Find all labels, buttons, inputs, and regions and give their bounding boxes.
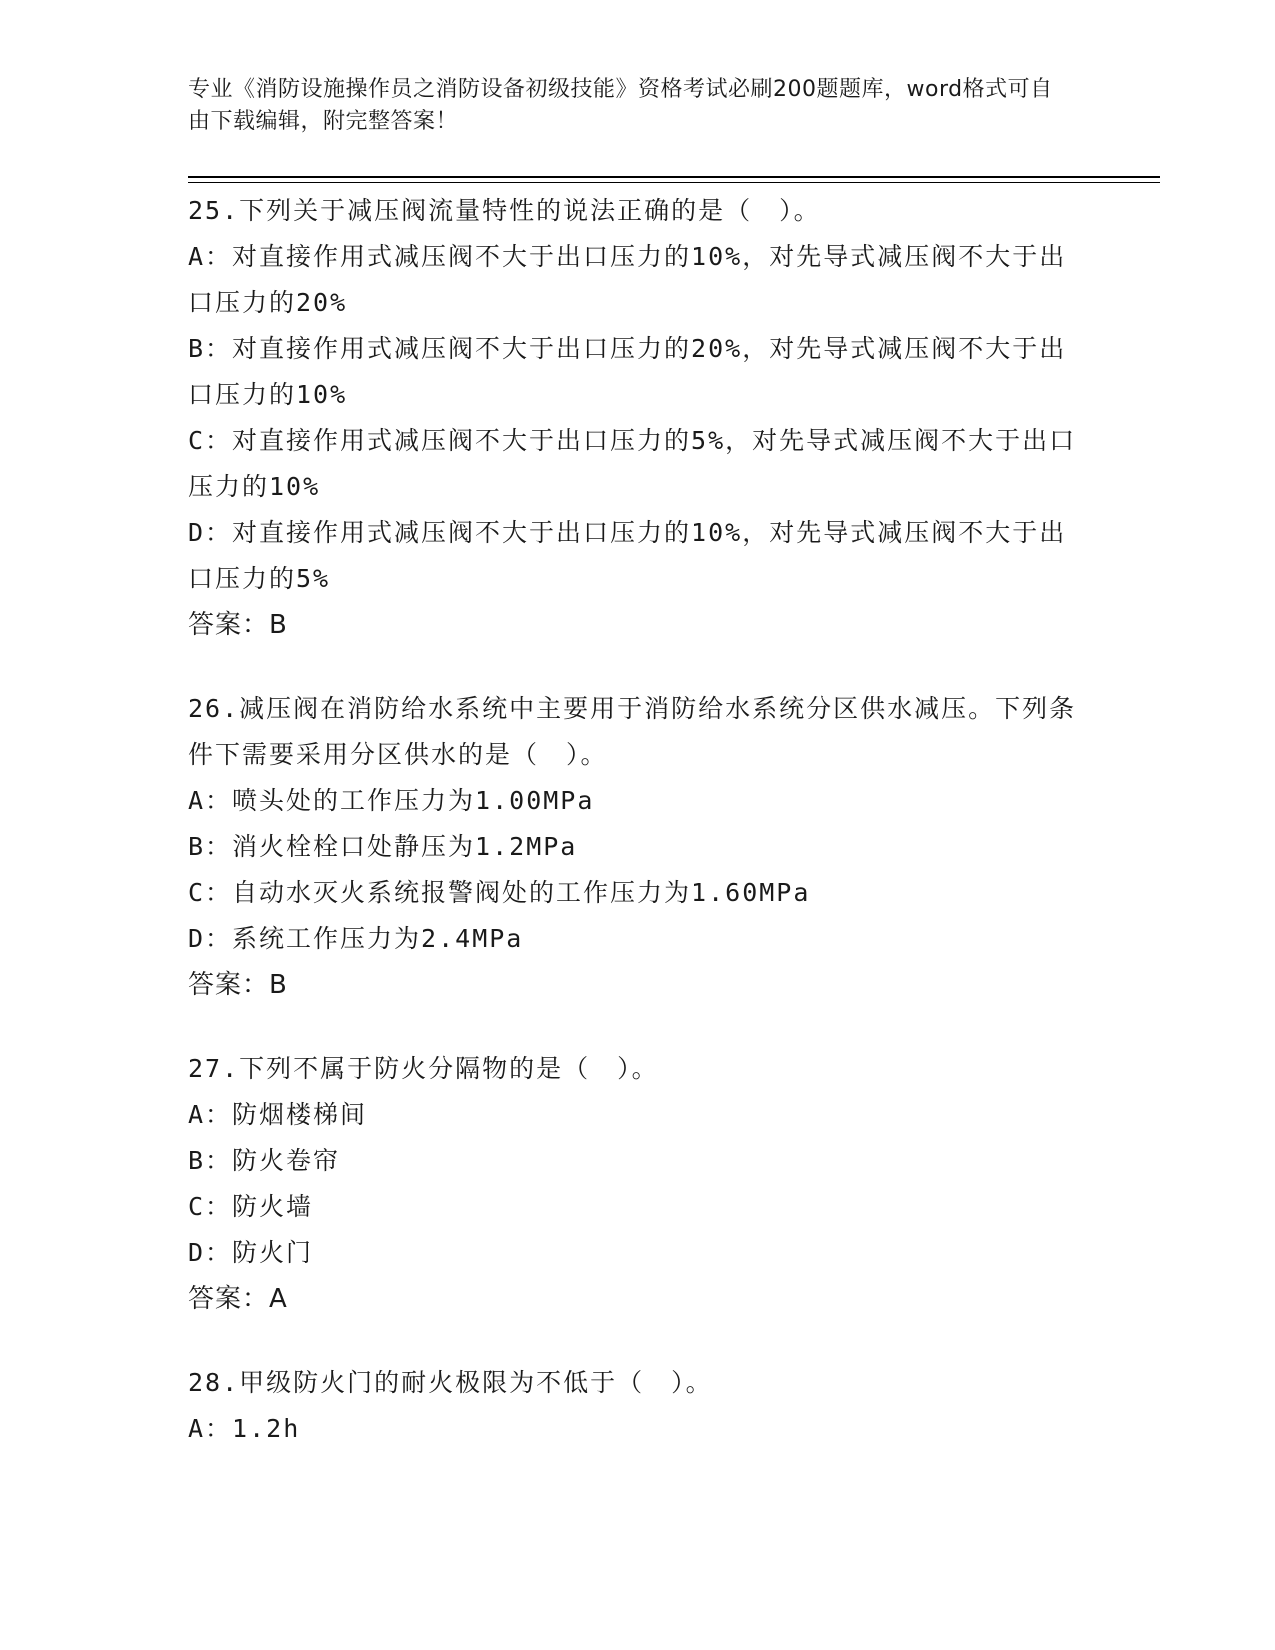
option-b: B：消火栓栓口处静压为1.2MPa — [188, 832, 578, 861]
question-25 — [188, 188, 1088, 648]
option-c: C：对直接作用式减压阀不大于出口压力的5%，对先导式减压阀不大于出口压力的10% — [188, 426, 1077, 501]
answer-label: 答案：A — [188, 1284, 288, 1314]
header-divider-thin — [188, 182, 1160, 183]
question-stem: 28.甲级防火门的耐火极限为不低于（ ）。 — [188, 1368, 713, 1397]
question-28 — [188, 1360, 1088, 1452]
question-stem: 25.下列关于减压阀流量特性的说法正确的是（ ）。 — [188, 196, 821, 225]
question-27 — [188, 1046, 1088, 1322]
option-d: D：防火门 — [188, 1238, 314, 1267]
question-list — [188, 188, 1088, 1490]
answer-label: 答案：B — [188, 610, 288, 640]
option-a: A：防烟楼梯间 — [188, 1100, 368, 1129]
option-c: C：自动水灭火系统报警阀处的工作压力为1.60MPa — [188, 878, 811, 907]
question-stem: 27.下列不属于防火分隔物的是（ ）。 — [188, 1054, 659, 1083]
option-b: B：对直接作用式减压阀不大于出口压力的20%，对先导式减压阀不大于出口压力的10% — [188, 334, 1067, 409]
question-26 — [188, 686, 1088, 1008]
option-a: A：对直接作用式减压阀不大于出口压力的10%，对先导式减压阀不大于出口压力的20% — [188, 242, 1067, 317]
answer-label: 答案：B — [188, 970, 288, 1000]
question-stem: 26.减压阀在消防给水系统中主要用于消防给水系统分区供水减压。下列条件下需要采用分区供水的是（ ）。 — [188, 694, 1077, 769]
header-divider-thick — [188, 176, 1160, 178]
document-header: 专业《消防设施操作员之消防设备初级技能》资格考试必刷200题题库，word格式可自由下载编辑，附完整答案！ — [188, 77, 1053, 134]
option-d: D：对直接作用式减压阀不大于出口压力的10%，对先导式减压阀不大于出口压力的5% — [188, 518, 1067, 593]
option-a: A：喷头处的工作压力为1.00MPa — [188, 786, 595, 815]
option-a: A：1.2h — [188, 1414, 301, 1443]
option-d: D：系统工作压力为2.4MPa — [188, 924, 524, 953]
option-c: C：防火墙 — [188, 1192, 314, 1221]
option-b: B：防火卷帘 — [188, 1146, 341, 1175]
